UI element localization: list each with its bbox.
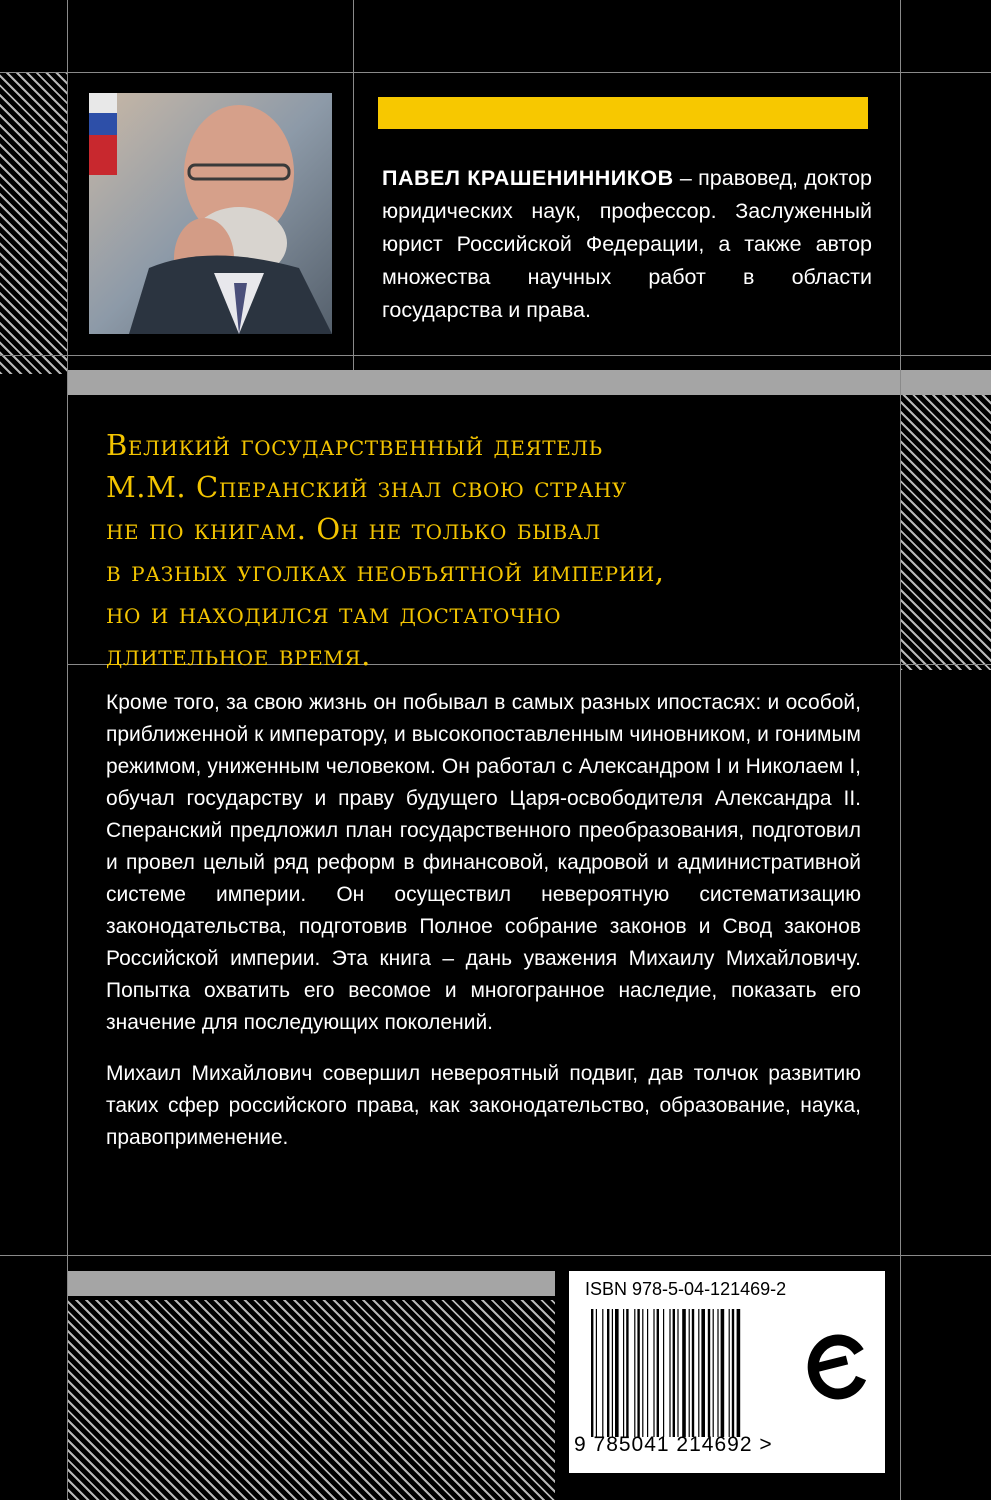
barcode-block: [569, 1271, 885, 1473]
author-photo: [89, 93, 332, 334]
frame-line-left: [67, 0, 68, 1500]
quote-line: но и находился там достаточно: [106, 596, 562, 630]
annotation-text: [106, 687, 861, 1173]
pull-quote: [106, 424, 896, 676]
publisher-logo-icon: [807, 1330, 869, 1404]
frame-line-above-barcode: [0, 1255, 991, 1256]
quote-line: М.М. Сперанский знал свою страну: [106, 470, 627, 504]
gray-stripe-bottom: [67, 1271, 555, 1296]
hatch-panel-bottom-left: [67, 1300, 555, 1500]
barcode-digits: 9 785041 214692 >: [574, 1433, 773, 1456]
paragraph: Кроме того, за свою жизнь он побывал в самых разных ипостасях: и особой, приближенной к императору, и высокопоставленным чиновником, и гонимым режимом, униженным человеком. Он работал с Александром I и Николаем I, обучал государству и праву будущего Царя-освободителя Александра II. Сперанский предложил план государственного преобразования, подготовил и провел целый ряд реформ в финансовой, кадровой и административной системе империи. Он осуществил невероятную систематизацию законодательства, подготовив Полное собрание законов и Свод законов Российской империи. Эта книга – дань уважения Михаилу Михайловичу. Попытка охватить его весомое и многогранное наследие, показать его значение для последующих поколений.: [106, 691, 861, 1034]
author-bio: [382, 162, 872, 327]
frame-line-top: [0, 72, 991, 73]
frame-line-under-photo: [0, 355, 991, 356]
quote-line: в разных уголках необъятной империи,: [106, 554, 665, 588]
frame-line-photo-right: [353, 0, 354, 370]
author-bio-text: – правовед, доктор юридических наук, профессор. Заслуженный юрист Российской Федерации, а также автор множества научных работ в области государства и права.: [382, 166, 872, 322]
hatch-panel-top-left: [0, 72, 67, 374]
gray-stripe-top: [67, 370, 991, 395]
frame-line-right: [900, 0, 901, 1500]
quote-line: Великий государственный деятель: [106, 428, 603, 462]
quote-line: не по книгам. Он не только бывал: [106, 512, 601, 546]
barcode-bars: [591, 1309, 787, 1437]
author-name: ПАВЕЛ КРАШЕНИННИКОВ: [382, 166, 674, 190]
paragraph: Михаил Михайлович совершил невероятный подвиг, дав толчок развитию таких сфер российского права, как законодательство, образование, наука, правоприменение.: [106, 1062, 861, 1149]
isbn-label: ISBN 978-5-04-121469-2: [585, 1279, 787, 1299]
hatch-panel-right: [900, 395, 991, 670]
yellow-accent-bar: [378, 97, 868, 129]
quote-line: длительное время.: [106, 638, 371, 672]
